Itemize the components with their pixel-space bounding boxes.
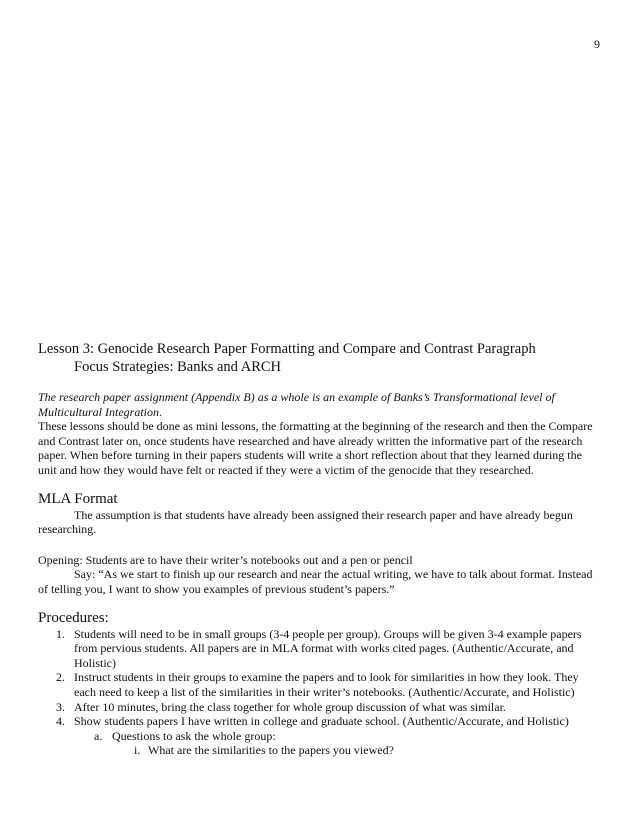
document-body bbox=[38, 340, 603, 758]
sub-list-item-text: Questions to ask the whole group: bbox=[112, 728, 276, 743]
list-item-number: 2. bbox=[56, 670, 65, 685]
subsub-list-item bbox=[38, 743, 603, 758]
procedures-list bbox=[38, 627, 603, 758]
list-item bbox=[38, 700, 603, 715]
intro-body: These lessons should be done as mini lessons, the formatting at the beginning of the research and then the Compare and Contrast later on, once students have researched and have already written the informative part of the research paper. When before turning in their papers students will write a short reflection about that they learned during the unit and how they would have felt or reacted if they were a victim of the genocide that they researched. bbox=[38, 419, 593, 477]
list-item-number: 4. bbox=[56, 714, 65, 729]
list-item bbox=[38, 670, 603, 699]
list-item-text: After 10 minutes, bring the class together for whole group discussion of what was similar. bbox=[74, 699, 506, 714]
procedures-heading: Procedures: bbox=[38, 609, 109, 626]
list-item-text: Instruct students in their groups to examine the papers and to look for similarities in how they look. They each need to keep a list of the similarities in their writer’s notebooks. (Authentic/Accurate, and Holistic) bbox=[74, 670, 579, 699]
page-number: 9 bbox=[594, 37, 600, 51]
sub-list-item-number: a. bbox=[94, 728, 103, 743]
subsub-list-item-number: i. bbox=[134, 743, 141, 758]
intro-italic-period: . bbox=[159, 404, 162, 419]
intro-italic-text: The research paper assignment (Appendix B) as a whole is an example of Banks’s Transformational level of Multicultural Integration bbox=[38, 390, 555, 419]
focus-strategies: Focus Strategies: Banks and ARCH bbox=[74, 359, 282, 375]
list-item-number: 3. bbox=[56, 699, 65, 714]
sub-list-item bbox=[38, 729, 603, 744]
subsub-list-item-text: What are the similarities to the papers you viewed? bbox=[148, 743, 394, 758]
list-item-text: Students will need to be in small groups (3-4 people per group). Groups will be given 3-4 example papers from pervious students. All papers are in MLA format with works cited pages. (Authentic/Accurate, and Holistic) bbox=[74, 626, 582, 670]
mla-heading: MLA Format bbox=[38, 490, 118, 507]
list-item bbox=[38, 714, 603, 729]
opening-line: Opening: Students are to have their writer’s notebooks out and a pen or pencil bbox=[38, 552, 413, 567]
list-item-number: 1. bbox=[56, 626, 65, 641]
lesson-title: Lesson 3: Genocide Research Paper Formatting and Compare and Contrast Paragraph bbox=[38, 341, 536, 357]
mla-text: The assumption is that students have already been assigned their research paper and have already begun researching. bbox=[38, 507, 573, 537]
list-item bbox=[38, 627, 603, 671]
opening-say: Say: “As we start to finish up our research and near the actual writing, we have to talk about format. Instead of telling you, I want to show you examples of previous student’s papers.” bbox=[38, 567, 593, 596]
list-item-text: Show students papers I have written in college and graduate school. (Authentic/Accurate, and Holistic) bbox=[74, 714, 569, 729]
intro-paragraph bbox=[38, 390, 603, 478]
